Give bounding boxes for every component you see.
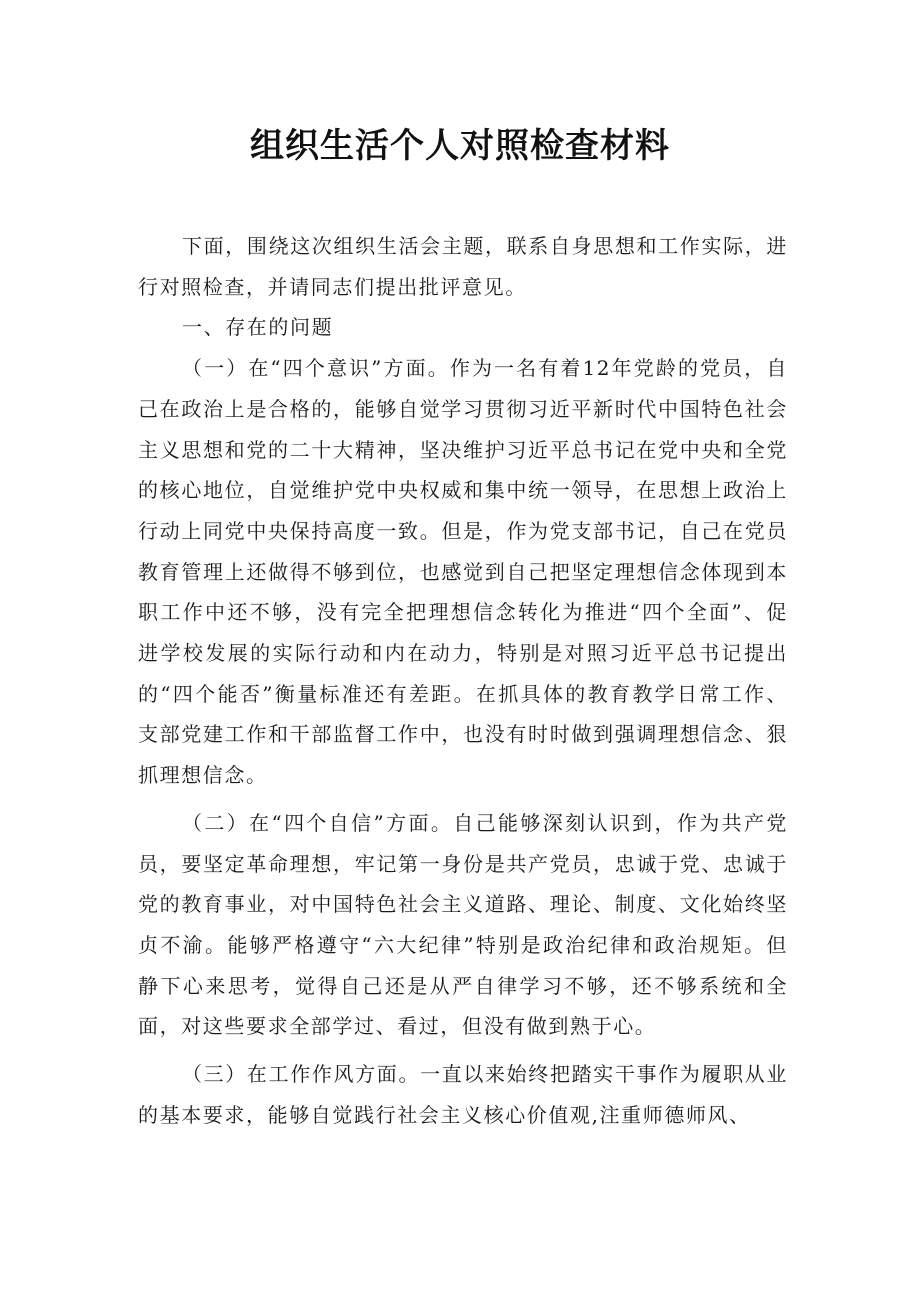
document-body bbox=[138, 226, 788, 1135]
paragraph-four-consciousness: （一）在“四个意识”方面。作为一名有着12年党龄的党员，自己在政治上是合格的，能够自觉学习贯彻习近平新时代中国特色社会主义思想和党的二十大精神，坚决维护习近平总书记在党中央和全党的核心地位，自觉维护党中央权威和集中统一领导，在思想上政治上行动上同党中央保持高度一致。但是，作为党支部书记，自己在党员教育管理上还做得不够到位，也感觉到自己把坚定理想信念体现到本职工作中还不够，没有完全把理想信念转化为推进“四个全面”、促进学校发展的实际行动和内在动力，特别是对照习近平总书记提出的“四个能否”衡量标准还有差距。在抓具体的教育教学日常工作、支部党建工作和干部监督工作中，也没有时时做到强调理想信念、狠抓理想信念。 bbox=[138, 356, 788, 788]
paragraph-four-confidence: （二）在“四个自信”方面。自己能够深刻认识到，作为共产党员，要坚定革命理想，牢记第一身份是共产党员，忠诚于党、忠诚于党的教育事业，对中国特色社会主义道路、理论、制度、文化始终坚贞不渝。能够严格遵守“六大纪律”特别是政治纪律和政治规矩。但静下心来思考，觉得自己还是从严自律学习不够，还不够系统和全面，对这些要求全部学过、看过，但没有做到熟于心。 bbox=[138, 810, 788, 1039]
paragraph-work-style: （三）在工作作风方面。一直以来始终把踏实干事作为履职从业的基本要求，能够自觉践行社会主义核心价值观,注重师德师风、 bbox=[138, 1062, 788, 1127]
document-title: 组织生活个人对照检查材料 bbox=[250, 126, 670, 166]
intro-paragraph: 下面，围绕这次组织生活会主题，联系自身思想和工作实际，进行对照检查，并请同志们提出批评意见。 bbox=[138, 234, 788, 299]
section-heading: 一、存在的问题 bbox=[182, 315, 334, 340]
